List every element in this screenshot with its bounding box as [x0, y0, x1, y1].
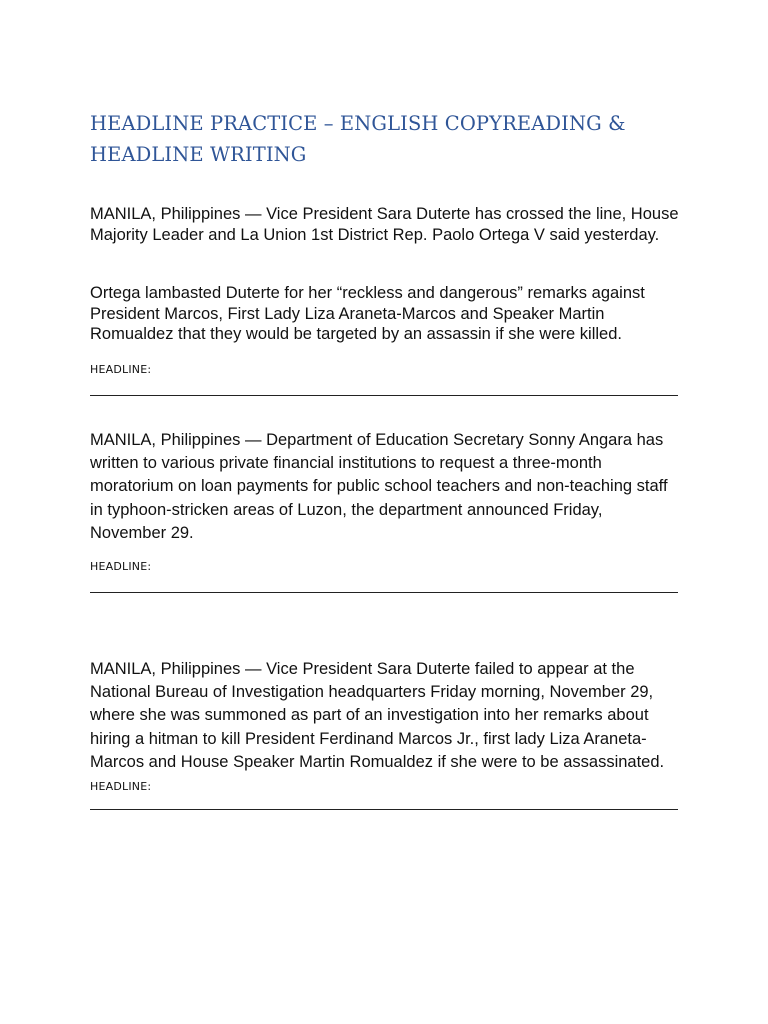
article1-paragraph1: MANILA, Philippines — Vice President Sara Duterte has crossed the line, House Majority Leader and La Union 1st District Rep. Paolo Ortega V said yesterday. — [90, 205, 679, 244]
article1-paragraph2: Ortega lambasted Duterte for her “reckless and dangerous” remarks against President Marcos, First Lady Liza Araneta-Marcos and Speaker Martin Romualdez that they would be targeted by an assassin if she were killed. — [90, 284, 645, 343]
article3-paragraph-block — [90, 658, 680, 798]
article2-headline-line — [90, 592, 678, 593]
article3-headline-label: HEADLINE: — [90, 780, 152, 794]
article1-headline-label: HEADLINE: — [90, 363, 152, 376]
article2-headline-label: HEADLINE: — [90, 560, 152, 573]
article3-headline-line — [90, 809, 678, 810]
page-title: HEADLINE PRACTICE – ENGLISH COPYREADING & HEADLINE WRITING — [90, 112, 626, 166]
article1-headline-line — [90, 395, 678, 396]
article3-paragraph: MANILA, Philippines — Vice President Sara Duterte failed to appear at the National Bureau of Investigation headquarters Friday morning, November 29, where she was summoned as part of an investigation into her remarks about hiring a hitman to kill President Ferdinand Marcos Jr., first lady Liza Araneta-Marcos and House Speaker Martin Romualdez if she were to be assassinated. — [90, 660, 665, 771]
article2-paragraph: MANILA, Philippines — Department of Education Secretary Sonny Angara has written to various private financial institutions to request a three-month moratorium on loan payments for public school teachers and non-teaching staff in typhoon-stricken areas of Luzon, the department announced Friday, November 29. — [90, 431, 668, 542]
